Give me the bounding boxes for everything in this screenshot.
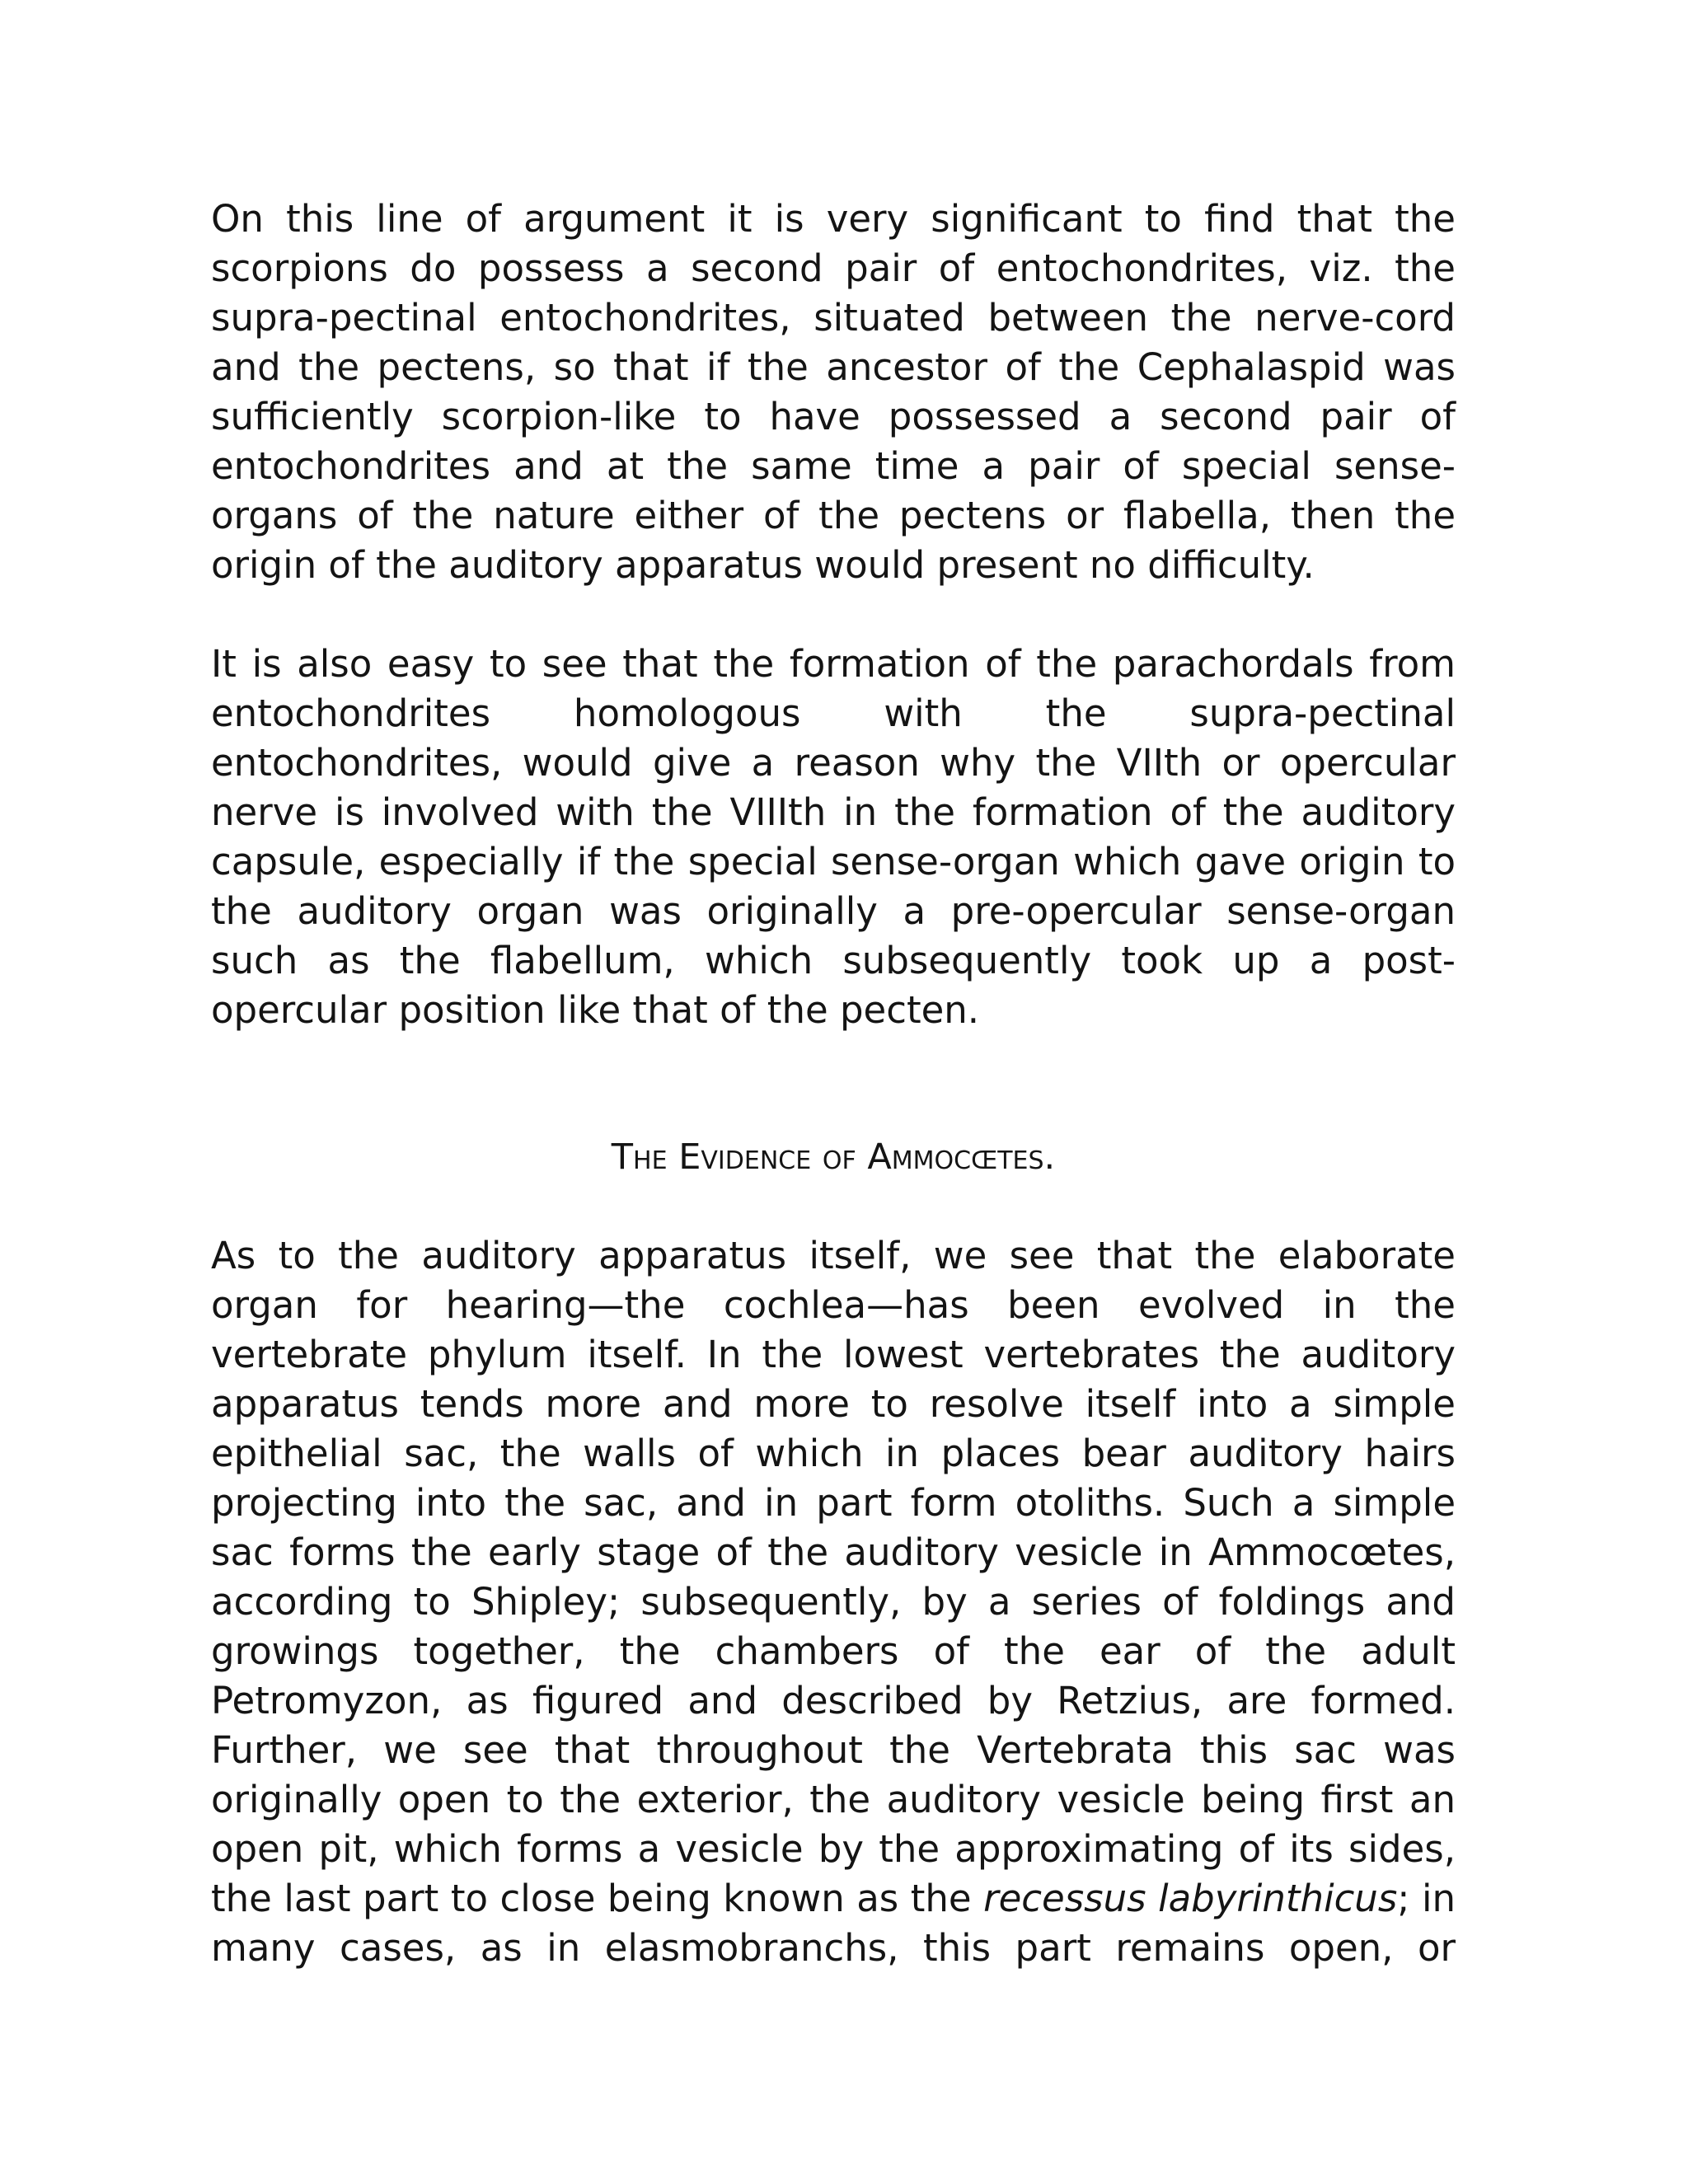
paragraph-spacer	[211, 590, 1456, 640]
paragraph-3-text-end: ; in many cases, as in elasmobranchs, this part remains open, or	[211, 1877, 1456, 1970]
paragraph-1: On this line of argument it is very significant to find that the scorpions do possess a second pair of entochondrites, viz. the supra-pectinal entochondrites, situated between the nerve-cord and the pectens, so that if the ancestor of the Cephalaspid was sufficiently scorpion-like to have possessed a second pair of entochondrites and at the same time a pair of special sense-organs of the nature either of the pectens or flabella, then the origin of the auditory apparatus would present no difficulty.	[211, 197, 1456, 587]
heading-spacer	[211, 1182, 1456, 1231]
paragraph-2: It is also easy to see that the formation of the parachordals from entochondrites homologous with the supra-pectinal entochondrites, would give a reason why the VIIth or opercular nerve is involved with the VIIIth in the formation of the auditory capsule, especially if the special sense-organ which gave origin to the auditory organ was originally a pre-opercular sense-organ such as the flabellum, which subsequently took up a post-opercular position like that of the pecten.	[211, 642, 1456, 1032]
document-page	[211, 194, 1456, 1973]
section-heading: The Evidence of Ammocœtes.	[611, 1137, 1056, 1178]
italic-term: recessus labyrinthicus	[983, 1877, 1398, 1920]
paragraph-3-text-start: As to the auditory apparatus itself, we see that the elaborate organ for hearing—the cochlea—has been evolved in the vertebrate phylum itself. In the lowest vertebrates the auditory apparatus tends more and more to resolve itself into a simple epithelial sac, the walls of which in places bear auditory hairs projecting into the sac, and in part form otoliths. Such a simple sac forms the early stage of the auditory vesicle in Ammocœtes, according to Shipley; subsequently, by a series of foldings and growings together, the chambers of the ear of the adult Petromyzon, as figured and described by Retzius, are formed. Further, we see that throughout the Vertebrata this sac was originally open to the exterior, the auditory vesicle being first an open pit, which forms a vesicle by the approximating of its sides, the last part to close being known as the	[211, 1234, 1456, 1920]
section-spacer	[211, 1035, 1456, 1132]
paragraph-3	[211, 1231, 1456, 1973]
